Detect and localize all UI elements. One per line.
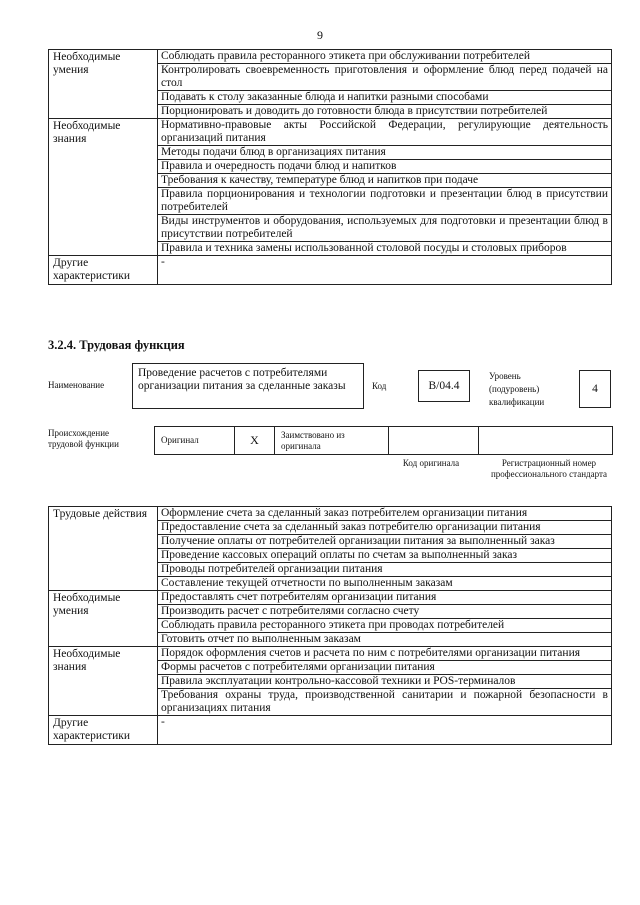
- table-row: [49, 716, 612, 745]
- requirement-item: Предоставление счета за сделанный заказ потребителю организации питания: [158, 521, 612, 535]
- requirement-item: Нормативно-правовые акты Российской Федерации, регулирующие деятельность организаций питания: [158, 119, 612, 146]
- requirement-item: Правила и техника замены использованной столовой посуды и столовых приборов: [158, 242, 612, 256]
- requirement-item: Правила эксплуатации контрольно-кассовой техники и POS-терминалов: [158, 675, 612, 689]
- function-code-field: B/04.4: [418, 370, 470, 402]
- page-number: 9: [317, 28, 323, 42]
- requirements-table-2: [48, 506, 612, 745]
- table-row: [49, 119, 612, 146]
- original-code-caption: Код оригинала: [402, 458, 460, 468]
- original-label: Оригинал: [155, 427, 235, 455]
- requirement-item: Виды инструментов и оборудования, используемых для подготовки и презентации блюд в присутствии потребителей: [158, 215, 612, 242]
- requirement-item: Соблюдать правила ресторанного этикета при обслуживании потребителей: [158, 50, 612, 64]
- requirement-item: Составление текущей отчетности по выполненным заказам: [158, 577, 612, 591]
- requirement-item: Правила и очередность подачи блюд и напитков: [158, 160, 612, 174]
- borrowed-label: Заимствовано из оригинала: [275, 427, 389, 455]
- requirement-item: Порядок оформления счетов и расчета по ним с потребителями организации питания: [158, 647, 612, 661]
- row-label: Трудовые действия: [49, 507, 158, 591]
- requirement-item: Оформление счета за сделанный заказ потребителем организации питания: [158, 507, 612, 521]
- row-label: Другие характеристики: [49, 256, 158, 285]
- row-label: Необходимые знания: [49, 647, 158, 716]
- origin-label: Происхождение трудовой функции: [48, 428, 119, 449]
- requirement-item: Правила порционирования и технологии подготовки и презентации блюд в присутствии потребителей: [158, 188, 612, 215]
- row-label: Другие характеристики: [49, 716, 158, 745]
- original-code-cell: [389, 427, 479, 455]
- requirement-item: Проводы потребителей организации питания: [158, 563, 612, 577]
- requirement-item: Контролировать своевременность приготовления и оформление блюд перед подачей на стол: [158, 64, 612, 91]
- row-label: Необходимые умения: [49, 591, 158, 647]
- requirement-item: -: [158, 716, 612, 745]
- table-row: [49, 256, 612, 285]
- requirement-item: Соблюдать правила ресторанного этикета при проводах потребителей: [158, 619, 612, 633]
- registration-number-cell: [479, 427, 613, 455]
- table-row: [49, 507, 612, 521]
- row-label: Необходимые умения: [49, 50, 158, 119]
- level-field: 4: [579, 370, 611, 408]
- requirement-item: Готовить отчет по выполненным заказам: [158, 633, 612, 647]
- requirement-item: Требования к качеству, температуре блюд и напитков при подаче: [158, 174, 612, 188]
- requirement-item: Проведение кассовых операций оплаты по счетам за выполненный заказ: [158, 549, 612, 563]
- requirements-table-1: [48, 49, 612, 285]
- requirement-item: Подавать к столу заказанные блюда и напитки разными способами: [158, 91, 612, 105]
- requirement-item: Получение оплаты от потребителей организации питания за выполненный заказ: [158, 535, 612, 549]
- requirement-item: Формы расчетов с потребителями организации питания: [158, 661, 612, 675]
- row-label: Необходимые знания: [49, 119, 158, 256]
- requirement-item: Порционировать и доводить до готовности блюда в присутствии потребителей: [158, 105, 612, 119]
- registration-number-caption: Регистрационный номер профессионального стандарта: [490, 458, 608, 479]
- table-row: [49, 591, 612, 605]
- requirement-item: Методы подачи блюд в организациях питания: [158, 146, 612, 160]
- table-row: [49, 647, 612, 661]
- original-mark: X: [235, 427, 275, 455]
- code-label: Код: [372, 381, 387, 391]
- name-label: Наименование: [48, 380, 105, 390]
- level-label: Уровень (подуровень) квалификации: [489, 371, 545, 407]
- function-name-field: Проведение расчетов с потребителями организации питания за сделанные заказы: [132, 363, 364, 409]
- requirement-item: -: [158, 256, 612, 285]
- requirement-item: Требования охраны труда, производственной санитарии и пожарной безопасности в организациях питания: [158, 689, 612, 716]
- requirement-item: Предоставлять счет потребителям организации питания: [158, 591, 612, 605]
- requirement-item: Производить расчет с потребителями согласно счету: [158, 605, 612, 619]
- section-title: 3.2.4. Трудовая функция: [48, 338, 185, 352]
- origin-table: [154, 426, 613, 455]
- table-row: [49, 50, 612, 64]
